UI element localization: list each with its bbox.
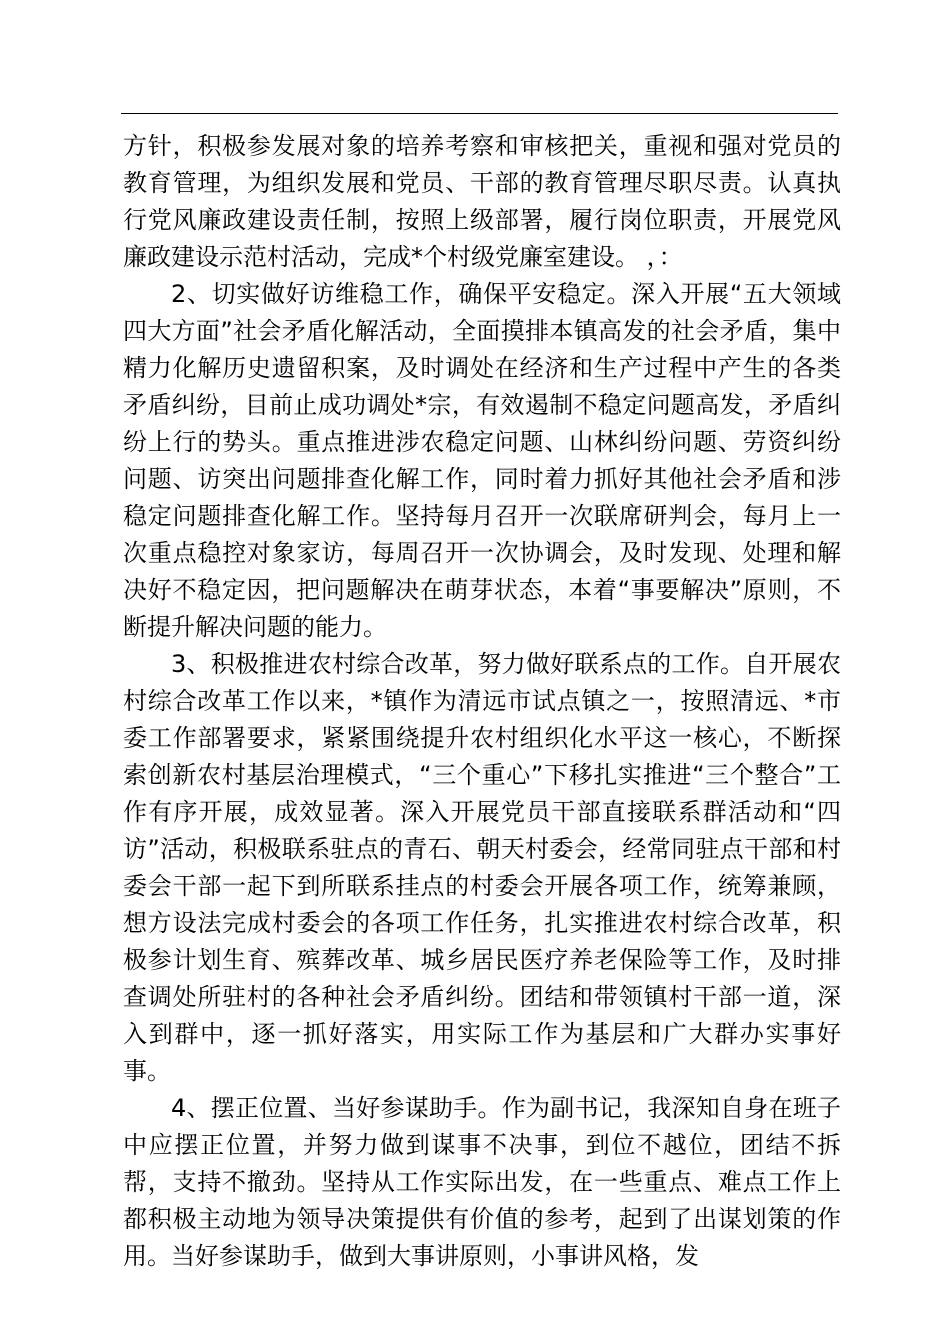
header-rule	[121, 113, 838, 114]
paragraph-2: 2、切实做好访维稳工作，确保平安稳定。深入开展“五大领域四大方面”社会矛盾化解活动，全面摸排本镇高发的社会矛盾，集中精力化解历史遗留积案，及时调处在经济和生产过程中产生的各类矛盾纠纷，目前止成功调处*宗，有效遏制不稳定问题高发，矛盾纠纷上行的势头。重点推进涉农稳定问题、山林纠纷问题、劳资纠纷问题、访突出问题排查化解工作，同时着力抓好其他社会矛盾和涉稳定问题排查化解工作。坚持每月召开一次联席研判会，每月上一次重点稳控对象家访，每周召开一次协调会，及时发现、处理和解决好不稳定因，把问题解决在萌芽状态，本着“事要解决”原则，不断提升解决问题的能力。	[123, 280, 841, 641]
document-body	[123, 128, 841, 1275]
paragraph-continuation: 方针，积极参发展对象的培养考察和审核把关，重视和强对党员的教育管理，为组织发展和党员、干部的教育管理尽职尽责。认真执行党风廉政建设责任制，按照上级部署，履行岗位职责，开展党风廉政建设示范村活动，完成*个村级党廉室建设。 ，：	[123, 132, 841, 271]
paragraph-4: 4、摆正位置、当好参谋助手。作为副书记，我深知自身在班子中应摆正位置，并努力做到谋事不决事，到位不越位，团结不拆帮，支持不撤劲。坚持从工作实际出发，在一些重点、难点工作上都积极主动地为领导决策提供有价值的参考，起到了出谋划策的作用。当好参谋助手，做到大事讲原则，小事讲风格，发	[123, 1094, 841, 1270]
paragraph-3: 3、积极推进农村综合改革，努力做好联系点的工作。自开展农村综合改革工作以来，*镇作为清远市试点镇之一，按照清远、*市委工作部署要求，紧紧围绕提升农村组织化水平这一核心，不断探索创新农村基层治理模式，“三个重心”下移扎实推进“三个整合”工作有序开展，成效显著。深入开展党员干部直接联系群活动和“四访”活动，积极联系驻点的青石、朝天村委会，经常同驻点干部和村委会干部一起下到所联系挂点的村委会开展各项工作，统筹兼顾，想方设法完成村委会的各项工作任务，扎实推进农村综合改革，积极参计划生育、殡葬改革、城乡居民医疗养老保险等工作，及时排查调处所驻村的各种社会矛盾纠纷。团结和带领镇村干部一道，深入到群中，逐一抓好落实，用实际工作为基层和广大群办实事好事。	[123, 650, 841, 1085]
